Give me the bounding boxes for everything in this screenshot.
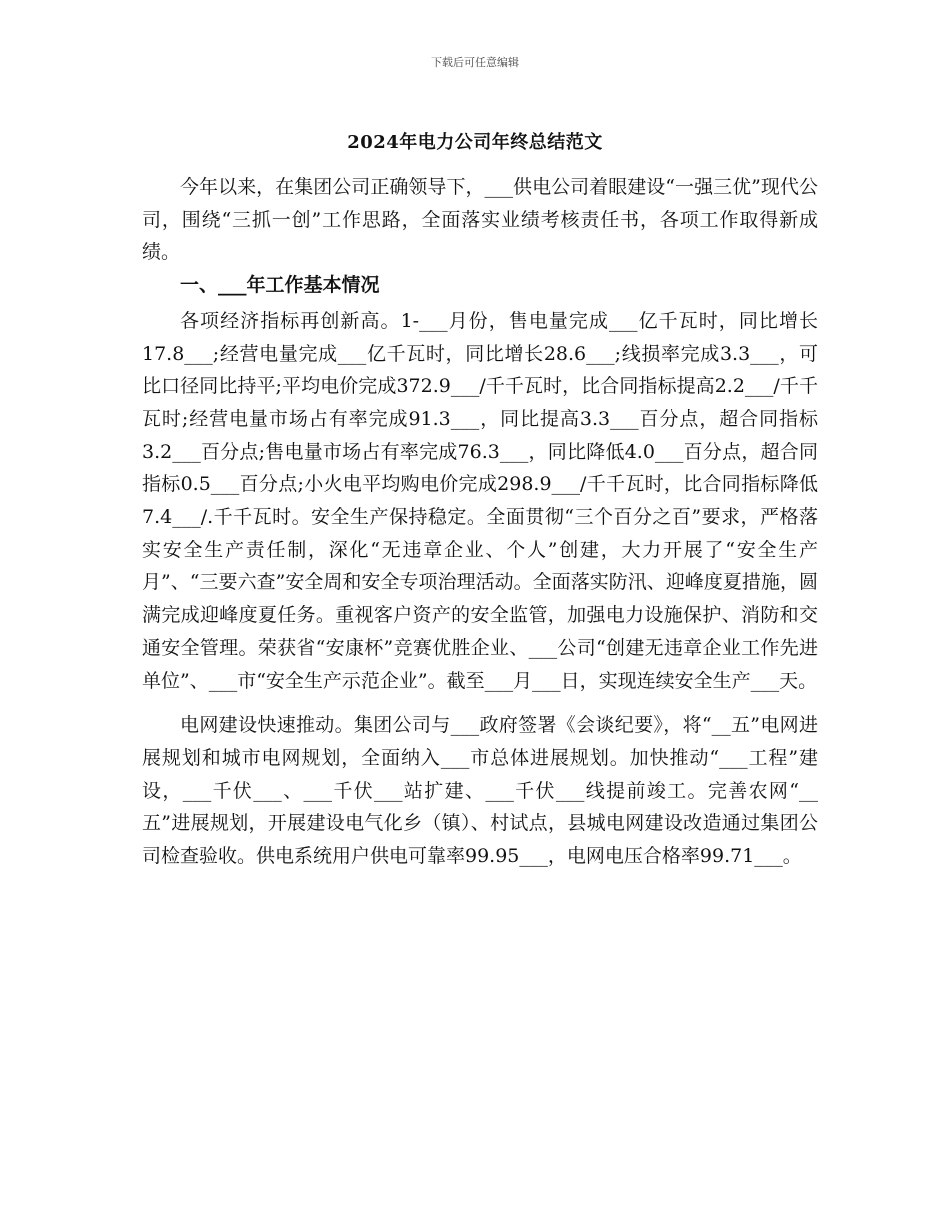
intro-paragraph: 今年以来，在集团公司正确领导下，___供电公司着眼建设“一强三优”现代公司，围绕“三抓一创”工作思路，全面落实业绩考核责任书，各项工作取得新成绩。 [142, 176, 818, 264]
section-heading: 一、___年工作基本情况 [180, 274, 380, 297]
grid-paragraph: 电网建设快速推动。集团公司与___政府签署《会谈纪要》，将“__五”电网进展规划和城市电网规划，全面纳入___市总体进展规划。加快推动“___工程”建设，___千伏___、___千伏___站扩建、___千伏___线提前竣工。完善农网“__五”进展规划，开展建设电气化乡（镇）、村试点，县城电网建设改造通过集团公司检查验收。供电系统用户供电可靠率99.95___，电网电压合格率99.71___。 [142, 714, 818, 868]
economy-paragraph: 各项经济指标再创新高。1-___月份，售电量完成___亿千瓦时，同比增长17.8___;经营电量完成___亿千瓦时，同比增长28.6___;线损率完成3.3___，可比口径同比持平;平均电价完成372.9___/千千瓦时，比合同指标提高2.2___/千千瓦时;经营电量市场占有率完成91.3___，同比提高3.3___百分点，超合同指标3.2___百分点;售电量市场占有率完成76.3___，同比降低4.0___百分点，超合同指标0.5___百分点;小火电平均购电价完成298.9___/千千瓦时，比合同指标降低7.4___/.千千瓦时。安全生产保持稳定。全面贯彻“三个百分之百”要求，严格落实安全生产责任制，深化“无违章企业、个人”创建，大力开展了“安全生产月”、“三要六查”安全周和安全专项治理活动。全面落实防汛、迎峰度夏措施，圆满完成迎峰度夏任务。重视客户资产的安全监管，加强电力设施保护、消防和交通安全管理。荣获省“安康杯”竞赛优胜企业、___公司“创建无违章企业工作先进单位”、___市“安全生产示范企业”。截至___月___日，实现连续安全生产___天。 [142, 309, 818, 692]
header-note: 下载后可任意编辑 [431, 56, 519, 69]
document-title: 2024年电力公司年终总结范文 [347, 132, 603, 153]
document-body [142, 171, 818, 873]
